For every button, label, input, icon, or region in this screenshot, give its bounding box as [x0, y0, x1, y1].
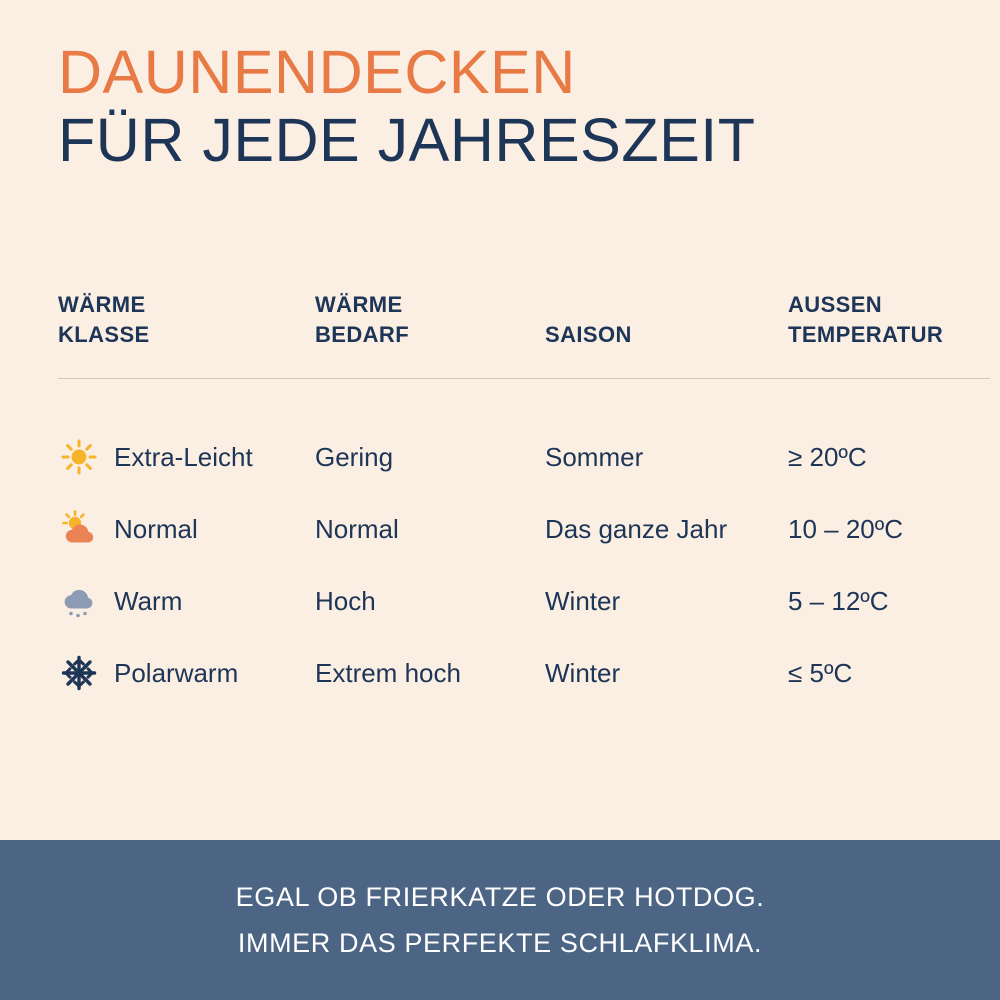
sun-icon [58, 436, 100, 478]
cell-waermeklasse [58, 379, 315, 494]
snowflake-icon [58, 652, 100, 694]
cell-waermeklasse [58, 637, 315, 709]
cell-waermebedarf: Extrem hoch [315, 658, 461, 688]
cell-temperatur: 5 – 12ºC [788, 586, 889, 616]
cell-waermebedarf: Hoch [315, 586, 376, 616]
column-header-aussentemperatur-line2: TEMPERATUR [788, 322, 944, 347]
column-header-aussentemperatur [788, 290, 990, 379]
page-footer [0, 840, 1000, 1000]
warmth-class-table [58, 290, 990, 709]
cell-saison: Sommer [545, 442, 644, 472]
table-row [58, 637, 990, 709]
footer-line1: EGAL OB FRIERKATZE ODER HOTDOG. [235, 882, 765, 912]
snow-cloud-icon [58, 580, 100, 622]
cell-temperatur: ≤ 5ºC [788, 658, 853, 688]
column-header-saison [545, 290, 788, 379]
column-header-waermeklasse-line2: KLASSE [58, 322, 150, 347]
cell-waermebedarf: Gering [315, 442, 394, 472]
column-header-saison-line1: SAISON [545, 322, 632, 347]
table-row [58, 565, 990, 637]
column-header-waermebedarf [315, 290, 545, 379]
page-header [0, 0, 1000, 174]
column-header-waermeklasse [58, 290, 315, 379]
warmth-class-table-wrapper [0, 290, 1000, 840]
page-title-line1: DAUNENDECKEN [58, 38, 576, 106]
cell-temperatur: ≥ 20ºC [788, 442, 867, 472]
waermeklasse-label: Normal [114, 514, 198, 544]
cell-saison: Winter [545, 658, 621, 688]
table-row [58, 493, 990, 565]
waermeklasse-label: Polarwarm [114, 658, 239, 688]
waermeklasse-label: Extra-Leicht [114, 442, 253, 472]
column-header-waermebedarf-line1: WÄRME [315, 292, 403, 317]
table-header-row [58, 290, 990, 379]
cell-waermeklasse [58, 565, 315, 637]
footer-line2: IMMER DAS PERFEKTE SCHLAFKLIMA. [237, 928, 763, 958]
sun-behind-cloud-icon [58, 508, 100, 550]
cell-saison: Winter [545, 586, 621, 616]
table-row [58, 379, 990, 494]
cell-temperatur: 10 – 20ºC [788, 514, 904, 544]
cell-waermebedarf: Normal [315, 514, 399, 544]
page-title-line2: FÜR JEDE JAHRESZEIT [58, 106, 756, 174]
column-header-aussentemperatur-line1: AUSSEN [788, 292, 883, 317]
column-header-waermebedarf-line2: BEDARF [315, 322, 410, 347]
cell-saison: Das ganze Jahr [545, 514, 728, 544]
cell-waermeklasse [58, 493, 315, 565]
column-header-waermeklasse-line1: WÄRME [58, 292, 146, 317]
waermeklasse-label: Warm [114, 586, 183, 616]
